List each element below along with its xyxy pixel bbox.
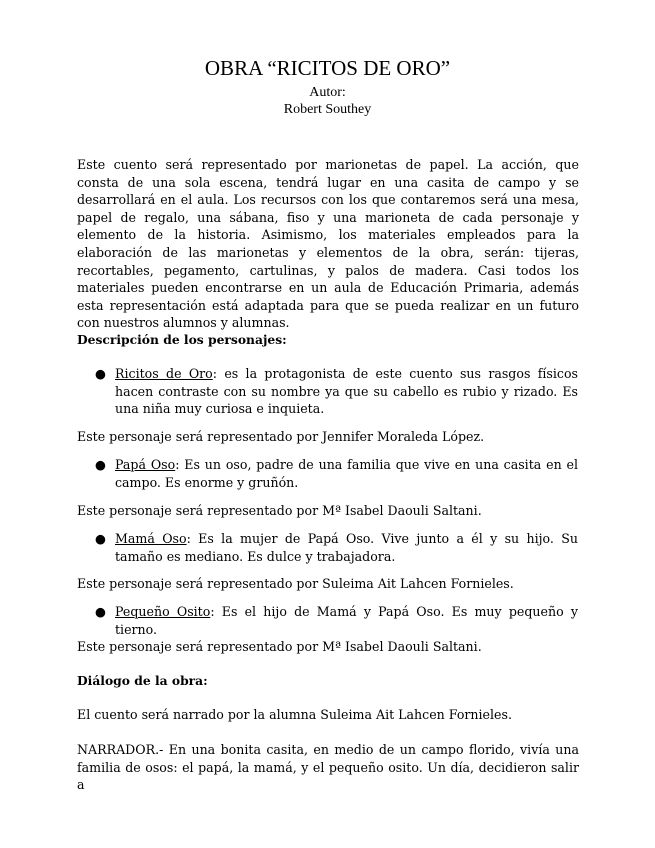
narrator-note: El cuento será narrado por la alumna Suleima Ait Lahcen Fornieles. xyxy=(77,707,512,722)
character-description: Papá Oso: Es un oso, padre de una familia que vive en una casita en el campo. Es enorme y gruñón. xyxy=(115,457,578,490)
bullet-icon: ● xyxy=(95,604,106,619)
character-actor: Este personaje será representado por Suleima Ait Lahcen Fornieles. xyxy=(77,576,514,591)
character-name: Papá Oso xyxy=(115,457,176,472)
narrator-paragraph: NARRADOR.- En una bonita casita, en medio de un campo florido, vivía una familia de osos: el papá, la mamá, y el pequeño osito. Un día, decidieron salir a xyxy=(77,742,579,793)
character-actor: Este personaje será representado por Jennifer Moraleda López. xyxy=(77,429,485,444)
character-name: Pequeño Osito xyxy=(115,604,211,619)
character-description: Pequeño Osito: Es el hijo de Mamá y Papá Oso. Es muy pequeño y tierno. xyxy=(115,604,578,637)
bullet-icon: ● xyxy=(95,531,106,546)
intro-paragraph: Este cuento será representado por marionetas de papel. La acción, que consta de una sola escena, tendrá lugar en una casita de campo y se desarrollará en el aula. Los recursos con los que contaremos será una mesa, papel de regalo, una sábana, fiso y una marioneta de cada personaje y elemento de la historia. Asimismo, los materiales empleados para la elaboración de las marionetas y elementos de la obra, serán: tijeras, recortables, pegamento, cartulinas, y palos de madera. Casi todos los materiales pueden encontrarse en un aula de Educación Primaria, además esta representación está adaptada para que se pueda realizar en un futuro con nuestros alumnos y alumnas. xyxy=(77,157,579,331)
bullet-icon: ● xyxy=(95,457,106,472)
document-title: OBRA “RICITOS DE ORO” xyxy=(204,56,451,80)
character-actor: Este personaje será representado por Mª Isabel Daouli Saltani. xyxy=(77,503,482,518)
character-name: Mamá Oso xyxy=(115,531,187,546)
bullet-icon: ● xyxy=(95,366,106,381)
character-description: Mamá Oso: Es la mujer de Papá Oso. Vive junto a él y su hijo. Su tamaño es mediano. Es dulce y trabajadora. xyxy=(115,531,579,564)
author-name: Robert Southey xyxy=(283,102,372,117)
author-label: Autor: xyxy=(309,85,346,100)
characters-heading: Descripción de los personajes: xyxy=(77,332,287,347)
character-name: Ricitos de Oro xyxy=(115,366,213,381)
character-description: Ricitos de Oro: es la protagonista de este cuento sus rasgos físicos hacen contraste con su nombre ya que su cabello es rubio y rizado. Es una niña muy curiosa e inquieta. xyxy=(115,366,579,417)
dialogue-heading: Diálogo de la obra: xyxy=(77,673,208,688)
character-actor: Este personaje será representado por Mª Isabel Daouli Saltani. xyxy=(77,639,482,654)
